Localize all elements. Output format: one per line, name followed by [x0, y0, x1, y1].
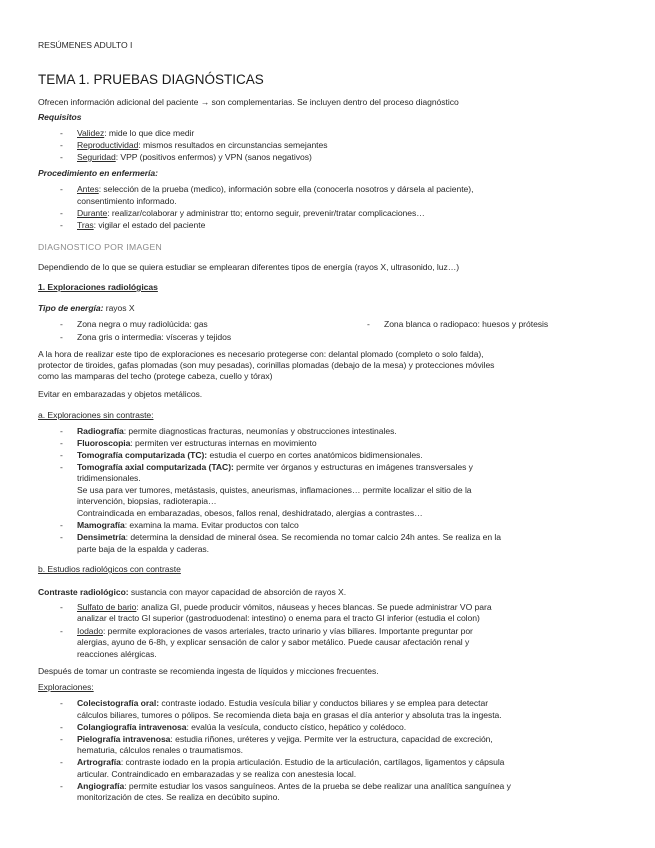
bullet-dash: -	[60, 208, 63, 218]
list-item-continuation: reacciones alérgicas.	[77, 649, 157, 659]
bullet-dash: -	[60, 128, 63, 138]
subsection-heading: 1. Exploraciones radiológicas	[38, 282, 158, 292]
list-item-continuation: Se usa para ver tumores, metástasis, quistes, aneurismas, inflamaciones… permite localizar el sitio de la	[77, 485, 472, 495]
bullet-dash: -	[60, 602, 63, 612]
list-item: Densimetría: determina la densidad de mineral ósea. Se recomienda no tomar calcio 24h antes. Se realiza en la	[77, 532, 502, 542]
list-item-continuation: intervención, biopsias, radioterapia…	[77, 496, 217, 506]
list-item: Durante: realizar/colaborar y administrar tto; entorno seguir, prevenir/tratar complicaciones…	[77, 208, 425, 218]
list-item-continuation: articular. Contraindicado en embarazadas y se realiza con anestesia local.	[77, 769, 357, 779]
section-heading: DIAGNOSTICO POR IMAGEN	[38, 242, 163, 252]
list-item: Zona gris o intermedia: vísceras y tejidos	[77, 332, 232, 342]
list-item-continuation: tridimensionales.	[77, 473, 141, 483]
list-item-continuation: alergias, ayuno de 6-8h, y explicar sensación de calor y sabor metálico. Puede causar afectación renal y	[77, 637, 470, 647]
list-item: Radiografía: permite diagnosticas fracturas, neumonías y obstrucciones intestinales.	[77, 426, 397, 436]
list-item: Mamografía: examina la mama. Evitar productos con talco	[77, 520, 299, 530]
page-header: RESÚMENES ADULTO I	[38, 40, 133, 50]
paragraph: Evitar en embarazadas y objetos metálicos.	[38, 389, 203, 399]
paragraph-line: protector de tiroides, gafas plomadas (son muy pesadas), corinillas plomadas (debajo de la mesa) y protecciones móviles	[38, 360, 495, 370]
list-item: Reproductividad: mismos resultados en circunstancias semejantes	[77, 140, 328, 150]
intro-text: Ofrecen información adicional del paciente → son complementarias. Se incluyen dentro del proceso diagnóstico	[38, 97, 459, 107]
bullet-dash: -	[60, 450, 63, 460]
energy-type: Tipo de energía: rayos X	[38, 303, 135, 313]
list-item-continuation: analizar el tracto GI superior (gastroduodenal: intestino) o enema para el tracto GI inferior (estudia el colon)	[77, 613, 480, 623]
list-item: Iodado: permite exploraciones de vasos arteriales, tracto urinario y vías biliares. Importante preguntar por	[77, 626, 473, 636]
list-item: Seguridad: VPP (positivos enfermos) y VPN (sanos negativos)	[77, 152, 312, 162]
list-item: Tras: vigilar el estado del paciente	[77, 220, 206, 230]
subsection-heading: Exploraciones:	[38, 682, 94, 692]
paragraph: Dependiendo de lo que se quiera estudiar se emplearan diferentes tipos de energía (rayos X, ultrasonido, luz…)	[38, 262, 460, 272]
page-title: TEMA 1. PRUEBAS DIAGNÓSTICAS	[38, 72, 264, 87]
list-item: Pielografía intravenosa: estudia riñones, uréteres y vejiga. Permite ver la estructura, capacidad de excreción,	[77, 734, 493, 744]
bullet-dash: -	[60, 462, 63, 472]
bullet-dash: -	[60, 520, 63, 530]
list-item-continuation: consentimiento informado.	[77, 196, 177, 206]
bullet-dash: -	[60, 426, 63, 436]
bullet-dash: -	[367, 319, 370, 329]
list-item: Fluoroscopia: permiten ver estructuras internas en movimiento	[77, 438, 317, 448]
list-item-continuation: hematuria, cálculos renales o traumatismos.	[77, 745, 243, 755]
bullet-dash: -	[60, 734, 63, 744]
bullet-dash: -	[60, 319, 63, 329]
procedimiento-heading: Procedimiento en enfermería:	[38, 168, 158, 178]
list-item: Tomografía axial computarizada (TAC): permite ver órganos y estructuras en imágenes transversales y	[77, 462, 473, 472]
list-item-continuation: Contraindicada en embarazadas, obesos, fallos renal, deshidratado, alergias a contrastes…	[77, 508, 423, 518]
bullet-dash: -	[60, 757, 63, 767]
list-item-continuation: parte baja de la espalda y caderas.	[77, 544, 210, 554]
list-item-continuation: monitorización de ctes. Se realiza en decúbito supino.	[77, 792, 280, 802]
subsection-heading: b. Estudios radiológicos con contraste	[38, 564, 181, 574]
bullet-dash: -	[60, 781, 63, 791]
paragraph-line: A la hora de realizar este tipo de exploraciones es necesario protegerse con: delantal plomado (completo o solo falda),	[38, 349, 484, 359]
paragraph: Contraste radiológico: sustancia con mayor capacidad de absorción de rayos X.	[38, 587, 347, 597]
list-item: Angiografía: permite estudiar los vasos sanguíneos. Antes de la prueba se debe realizar una analítica sanguínea y	[77, 781, 511, 791]
paragraph-line: como las mamparas del techo (protege cabeza, cuello y tórax)	[38, 371, 273, 381]
bullet-dash: -	[60, 152, 63, 162]
list-item: Zona negra o muy radiolúcida: gas	[77, 319, 208, 329]
list-item: Antes: selección de la prueba (medico), información sobre ella (conocerla nosotros y dársela al paciente),	[77, 184, 474, 194]
paragraph: Después de tomar un contraste se recomienda ingesta de líquidos y micciones frecuentes.	[38, 666, 379, 676]
bullet-dash: -	[60, 140, 63, 150]
bullet-dash: -	[60, 438, 63, 448]
bullet-dash: -	[60, 698, 63, 708]
list-item: Colangiografía intravenosa: evalúa la vesícula, conducto cístico, hepático y colédoco.	[77, 722, 407, 732]
list-item: Sulfato de bario: analiza GI, puede producir vómitos, náuseas y heces blancas. Se puede administrar VO para	[77, 602, 492, 612]
bullet-dash: -	[60, 626, 63, 636]
list-item: Validez: mide lo que dice medir	[77, 128, 195, 138]
list-item: Zona blanca o radiopaco: huesos y prótesis	[384, 319, 549, 329]
bullet-dash: -	[60, 220, 63, 230]
list-item-continuation: cálculos biliares, tumores o pólipos. Se recomienda dieta baja en grasas el día anterior y absoluta tras la ingesta.	[77, 710, 502, 720]
list-item: Tomografía computarizada (TC): estudia el cuerpo en cortes anatómicos bidimensionales.	[77, 450, 423, 460]
bullet-dash: -	[60, 722, 63, 732]
list-item: Colecistografía oral: contraste iodado. Estudia vesícula biliar y conductos biliares y se emplea para detectar	[77, 698, 489, 708]
list-item: Artrografía: contraste iodado en la propia articulación. Estudio de la articulación, cartílagos, ligamentos y cápsula	[77, 757, 505, 767]
requisitos-heading: Requisitos	[38, 112, 82, 122]
subsection-heading: a. Exploraciones sin contraste:	[38, 410, 154, 420]
bullet-dash: -	[60, 532, 63, 542]
bullet-dash: -	[60, 332, 63, 342]
bullet-dash: -	[60, 184, 63, 194]
